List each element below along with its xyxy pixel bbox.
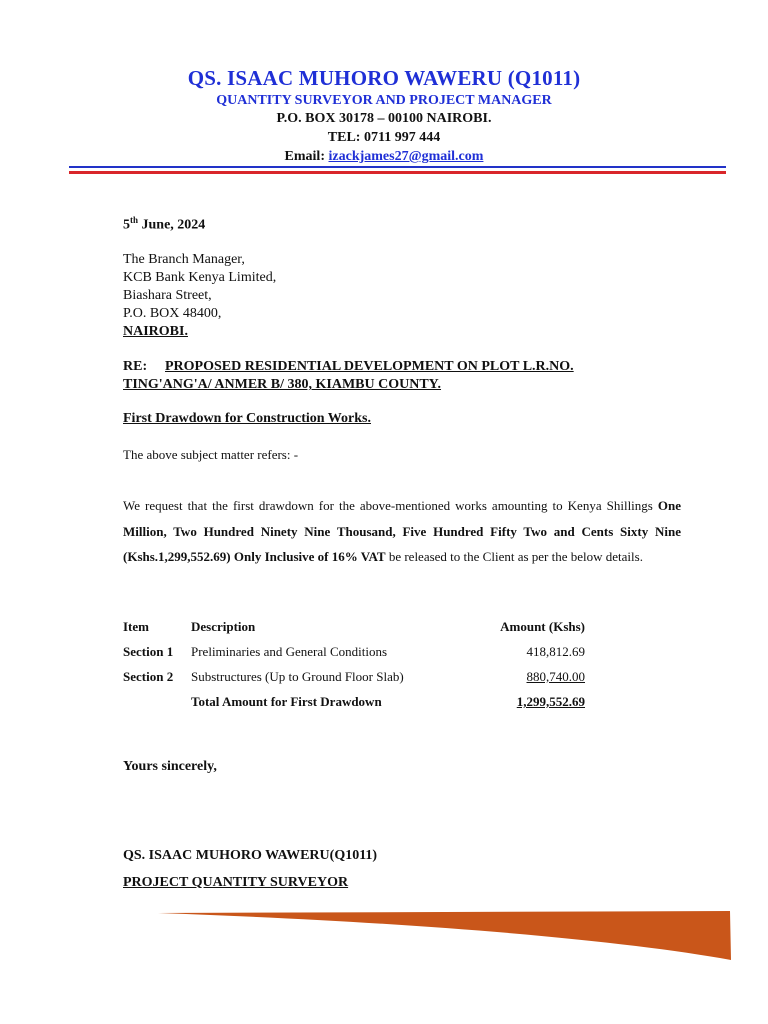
signatory-name: QS. ISAAC MUHORO WAWERU(Q1011) <box>123 848 378 863</box>
table-total-row <box>123 694 603 719</box>
recipient-line: KCB Bank Kenya Limited, <box>123 270 277 285</box>
letter-date <box>123 215 205 234</box>
refers-line: The above subject matter refers: - <box>123 447 299 462</box>
header-description: Description <box>191 619 256 634</box>
recipient-city: NAIROBI. <box>123 324 188 339</box>
recipient-line: P.O. BOX 48400, <box>123 306 222 321</box>
para-text-2: be released to the Client as per the below details. <box>385 549 643 564</box>
request-paragraph <box>123 493 681 570</box>
letterhead-po-box: P.O. BOX 30178 – 00100 NAIROBI. <box>276 111 492 126</box>
date-rest: June, 2024 <box>138 217 206 233</box>
letterhead <box>0 64 768 166</box>
row-amount: 880,740.00 <box>526 669 585 684</box>
row-description: Substructures (Up to Ground Floor Slab) <box>191 669 404 684</box>
re-label: RE: <box>123 359 148 374</box>
reference-heading <box>123 358 683 394</box>
recipient-line: The Branch Manager, <box>123 252 245 267</box>
letterhead-profession: QUANTITY SURVEYOR AND PROJECT MANAGER <box>216 93 552 108</box>
date-day: 5 <box>123 217 130 233</box>
date-suffix: th <box>130 215 139 225</box>
recipient-line: Biashara Street, <box>123 288 212 303</box>
row-item: Section 2 <box>123 669 174 684</box>
header-rule-red <box>69 171 726 174</box>
email-label: Email: <box>284 149 329 164</box>
signatory-title: PROJECT QUANTITY SURVEYOR <box>123 875 349 890</box>
footer-swoosh-shape <box>158 911 731 960</box>
header-item: Item <box>123 619 149 634</box>
row-amount: 418,812.69 <box>526 644 585 659</box>
letterhead-name: QS. ISAAC MUHORO WAWERU (Q1011) <box>187 66 581 90</box>
table-row <box>123 669 603 694</box>
email-link[interactable]: izackjames27@gmail.com <box>328 149 484 164</box>
header-rule-blue <box>69 166 726 168</box>
recipient-address <box>123 251 276 341</box>
total-label: Total Amount for First Drawdown <box>191 694 382 709</box>
drawdown-table <box>123 619 603 719</box>
row-item: Section 1 <box>123 644 174 659</box>
closing-salutation: Yours sincerely, <box>123 759 217 774</box>
header-amount: Amount (Kshs) <box>500 619 585 634</box>
table-header-row <box>123 619 603 644</box>
footer-swoosh-graphic <box>0 900 768 970</box>
para-amount-bold: One Million, Two Hundred Ninety Nine Thousand, Five Hundred Fifty Two and Cents Sixty Nine (Kshs.1,299,552.69) Only Inclusive of 16% VAT <box>123 498 681 564</box>
para-text-1: We request that the first drawdown for the above-mentioned works amounting to Kenya Shillings <box>123 498 658 513</box>
row-description: Preliminaries and General Conditions <box>191 644 388 659</box>
re-line-1: PROPOSED RESIDENTIAL DEVELOPMENT ON PLOT L.R.NO. <box>165 359 574 374</box>
table-row <box>123 644 603 669</box>
letterhead-email-line <box>0 147 768 166</box>
letterhead-tel: TEL: 0711 997 444 <box>327 130 441 145</box>
total-amount: 1,299,552.69 <box>516 694 585 709</box>
re-line-2: TING'ANG'A/ ANMER B/ 380, KIAMBU COUNTY. <box>123 377 442 392</box>
subject-line: First Drawdown for Construction Works. <box>123 411 371 426</box>
